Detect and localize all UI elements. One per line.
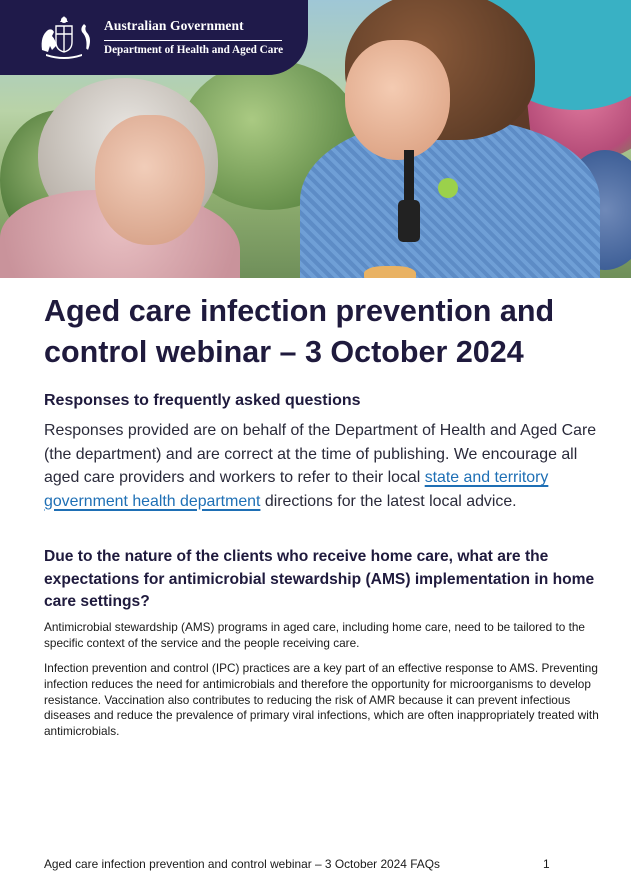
answer-paragraph: Infection prevention and control (IPC) practices are a key part of an effective response to AMS. Preventing infection reduces the need for antimicrobials and therefore the opportunity for microorganisms to develop resistance. Vaccination also contributes to reducing the risk of AMR because it can prevent infectious diseases and reduce the prevalence of primary viral infections, which are often inappropriately treated with antimicrobials. (44, 661, 599, 739)
department-name: Department of Health and Aged Care (104, 44, 284, 56)
green-tag (438, 178, 458, 198)
government-name: Australian Government (104, 18, 244, 33)
document-title: Aged care infection prevention and control webinar – 3 October 2024 (44, 294, 555, 369)
answer-paragraph: Antimicrobial stewardship (AMS) programs in aged care, including home care, need to be tailored to the specific context of the service and the people receiving care. (44, 620, 585, 650)
coat-of-arms-icon (34, 12, 94, 62)
faq-question: Due to the nature of the clients who receive home care, what are the expectations for antimicrobial stewardship (AMS) implementation in home care settings? (44, 548, 595, 610)
carer-uniform (300, 120, 600, 278)
state-health-department-link[interactable]: state and territory government health department (44, 469, 549, 510)
intro-text-before-link: Responses provided are on behalf of the Department of Health and Aged Care (the department) and are correct at the time of publishing. We encourage all aged care providers and workers to refer to their local (44, 422, 597, 486)
banner-divider (104, 40, 282, 41)
page-footer-text: Aged care infection prevention and control webinar – 3 October 2024 FAQs (44, 857, 440, 871)
intro-text-after-link: directions for the latest local advice. (260, 492, 517, 510)
carer-face (345, 40, 450, 160)
page-number: 1 (543, 857, 550, 871)
government-logo-banner (0, 0, 308, 75)
intro-paragraph (44, 419, 604, 513)
document-subtitle: Responses to frequently asked questions (44, 392, 361, 409)
id-badge (398, 200, 420, 242)
elderly-woman-face (95, 115, 205, 245)
pastry (364, 266, 416, 278)
